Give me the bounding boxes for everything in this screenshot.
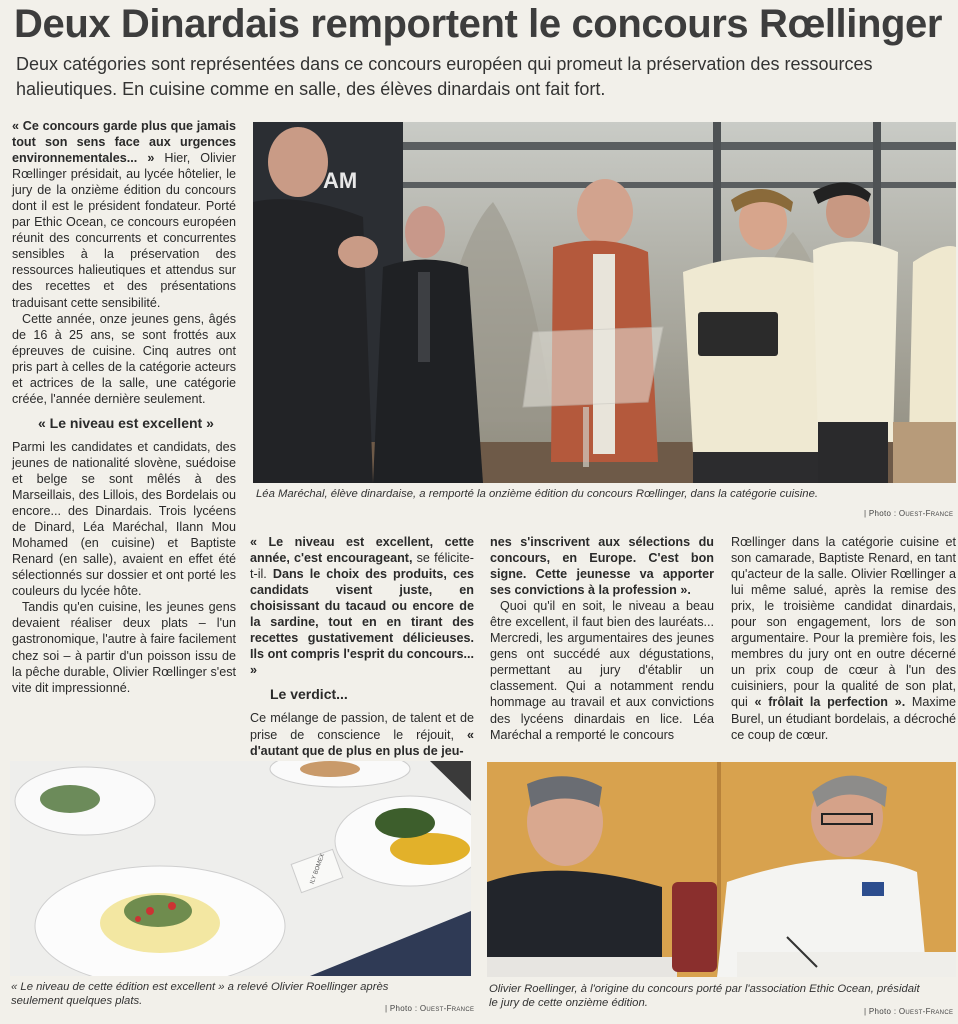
quote-bold: « Le niveau est excellent, cette année, c'est encourageant, xyxy=(250,535,474,566)
article-column-2 xyxy=(250,534,474,759)
sign-text: AM xyxy=(323,168,358,193)
paragraph-text: Rœllinger dans la catégorie cuisine et son camarade, Baptiste Renard, en tant qu'acteur de la salle. Olivier Rœllinger a lui même salué, après la remise des prix, le troisième candidat dinardais, pour son engagement, lors de son argumentaire. Pour la première fois, les membres du jury ont en outre décerné un prix coup de cœur à l'un des cuisiniers, pour la qualité de son plat, qui xyxy=(731,535,956,710)
photo-plates xyxy=(10,761,471,976)
credit-source: Ouest-France xyxy=(898,1007,954,1016)
article-column-1 xyxy=(12,118,236,696)
quote-bold: « frôlait la perfection ». xyxy=(754,695,906,710)
article-column-4 xyxy=(731,534,956,743)
credit-prefix: | Photo : xyxy=(864,509,899,518)
paragraph-text: se félicite-t-il. xyxy=(250,551,474,582)
paragraph: Quoi qu'il en soit, le niveau a beau être excellent, il faut bien des lauréats... Mercredi, les argumentaires des jeunes gens ont succédé aux dégustations, permettant au jury d'établir un classement. Qui a notamment rendu hommage au travail et aux convictions des lycéens dinardais en lice. Léa Maréchal a remporté le concours xyxy=(490,599,714,742)
paragraph: Tandis qu'en cuisine, les jeunes gens devaient réaliser deux plats – l'un gastronomique, l'autre à faire facilement chez soi – à partir d'un poisson issu de la pêche durable, Olivier Rœllinger s'est vite dit impressionné. xyxy=(12,600,236,695)
paragraph: Parmi les candidates et candidats, des jeunes de nationalité slovène, suédoise et belge se sont mêlés à des Marseillais, des Lillois, des Bordelais ou encore... des Dinardais. Trois lycéens de Dinard, Léa Maréchal, Ilann Mou Mohamed (en cuisine) et Baptiste Renard (en salle), avaient en effet été sélectionnés sur dossier et ont porté les couleurs du lycée hôte. xyxy=(12,439,236,599)
subheading: « Le niveau est excellent » xyxy=(38,414,214,431)
paragraph: Cette année, onze jeunes gens, âgés de 16 à 25 ans, se sont frottés aux épreuves de cuisine. Cinq autres ont pris part à celles de la catégorie acteurs et actrices de la salle, une catégorie créée, l'année dernière seulement. xyxy=(12,311,236,406)
paragraph-text: Hier, Olivier Rœllinger présidait, au lycée hôtelier, le jury de la onzième édition du concours dont il est le président fondateur. Porté par Ethic Ocean, ce concours européen réunit des concurrents et concurrentes sensibles à la préservation des ressources halieutiques et attendus sur des recettes et des présentations traduisant cette sensibilité. xyxy=(12,151,236,310)
photo-credit xyxy=(385,1004,474,1013)
paragraph xyxy=(731,534,956,743)
paragraph-text: Maxime Burel, un étudiant bordelais, a décroché ce coup de cœur. xyxy=(731,695,956,742)
photo-credit xyxy=(864,1007,953,1016)
credit-source: Ouest-France xyxy=(419,1004,475,1013)
place-card-text: ILY BOMEX xyxy=(309,852,327,885)
subheading: Le verdict... xyxy=(270,686,348,703)
quote-bold: « Ce concours garde plus que jamais tout son sens face aux urgences environnementales... » xyxy=(12,119,236,166)
photo-caption: Léa Maréchal, élève dinardaise, a remporté la onzième édition du concours Rœllinger, dans la catégorie cuisine. xyxy=(256,488,819,500)
paragraph-text: Ce mélange de passion, de talent et de prise de conscience le réjouit, xyxy=(250,711,474,742)
paragraph xyxy=(250,710,474,758)
quote-bold: « d'autant que de plus en plus de jeu- xyxy=(250,727,474,758)
quote-bold: nes s'inscrivent aux sélections du concours, en Europe. C'est bon signe. Cette jeunesse va apporter ses convictions à la profession ». xyxy=(490,535,714,598)
credit-prefix: | Photo : xyxy=(864,1007,899,1016)
credit-prefix: | Photo : xyxy=(385,1004,420,1013)
photo-caption: Olivier Roellinger, à l'origine du concours porté par l'association Ethic Ocean, présidait le jury de cette onzième édition. xyxy=(489,983,920,1009)
photo-caption: « Le niveau de cette édition est excellent » a relevé Olivier Roellinger après seulement quelques plats. xyxy=(11,981,389,1007)
headline: Deux Dinardais remportent le concours Rœllinger xyxy=(14,2,943,46)
photo-jury xyxy=(487,762,956,977)
photo-credit xyxy=(864,509,953,518)
paragraph xyxy=(250,534,474,678)
lede: Deux catégories sont représentées dans ce concours européen qui promeut la préservation des ressources halieutiques. En cuisine comme en salle, des élèves dinardais ont fait fort. xyxy=(16,54,873,99)
paragraph xyxy=(12,118,236,311)
photo-award-ceremony xyxy=(253,122,956,483)
credit-source: Ouest-France xyxy=(898,509,954,518)
article-column-3 xyxy=(490,534,714,743)
quote-bold: Dans le choix des produits, ces candidats visent juste, en choisissant du tacaud ou encore de la sardine, tout en en tirant des recettes gustativement délicieuses. Ils ont compris l'esprit du concours... » xyxy=(250,567,474,678)
